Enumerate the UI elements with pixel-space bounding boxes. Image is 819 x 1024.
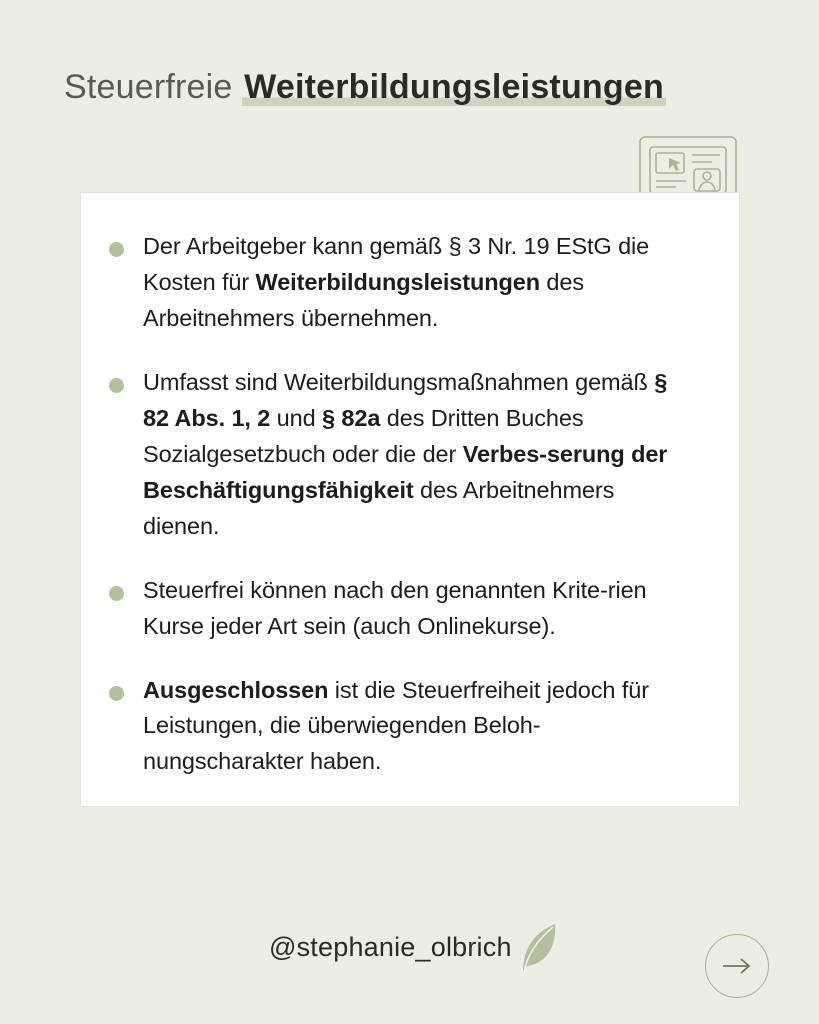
account-handle: @stephanie_olbrich [269, 932, 512, 962]
list-item [109, 229, 717, 337]
page-title [64, 68, 666, 107]
list-item [109, 365, 717, 545]
bullet-text: Ausgeschlossen ist die Steuerfreiheit jedoch für Leistungen, die überwiegenden Beloh-nungscharakter haben. [143, 676, 649, 775]
bullet-dot-icon [109, 242, 124, 257]
list-item [109, 673, 717, 781]
bullet-text: Umfasst sind Weiterbildungsmaßnahmen gemäß § 82 Abs. 1, 2 und § 82a des Dritten Buches Sozialgesetzbuch oder die der Verbes-serung der Beschäftigungsfähigkeit des Arbeitnehmers dienen. [143, 368, 668, 539]
list-item [109, 573, 717, 645]
bullet-text: Der Arbeitgeber kann gemäß § 3 Nr. 19 EStG die Kosten für Weiterbildungsleistungen des Arbeitnehmers übernehmen. [143, 233, 650, 331]
bullet-list [109, 229, 717, 780]
next-button[interactable] [705, 934, 769, 998]
page-title-light: Steuerfreie [64, 68, 243, 106]
bullet-text: Steuerfrei können nach den genannten Krite-rien Kurse jeder Art sein (auch Onlinekurse). [143, 576, 647, 639]
bullet-dot-icon [109, 586, 124, 601]
bullet-dot-icon [109, 378, 124, 393]
leaf-icon [511, 918, 563, 974]
content-card [80, 192, 740, 807]
bullet-dot-icon [109, 686, 124, 701]
arrow-right-icon [720, 954, 754, 978]
page-title-strong: Weiterbildungsleistungen [244, 68, 664, 106]
